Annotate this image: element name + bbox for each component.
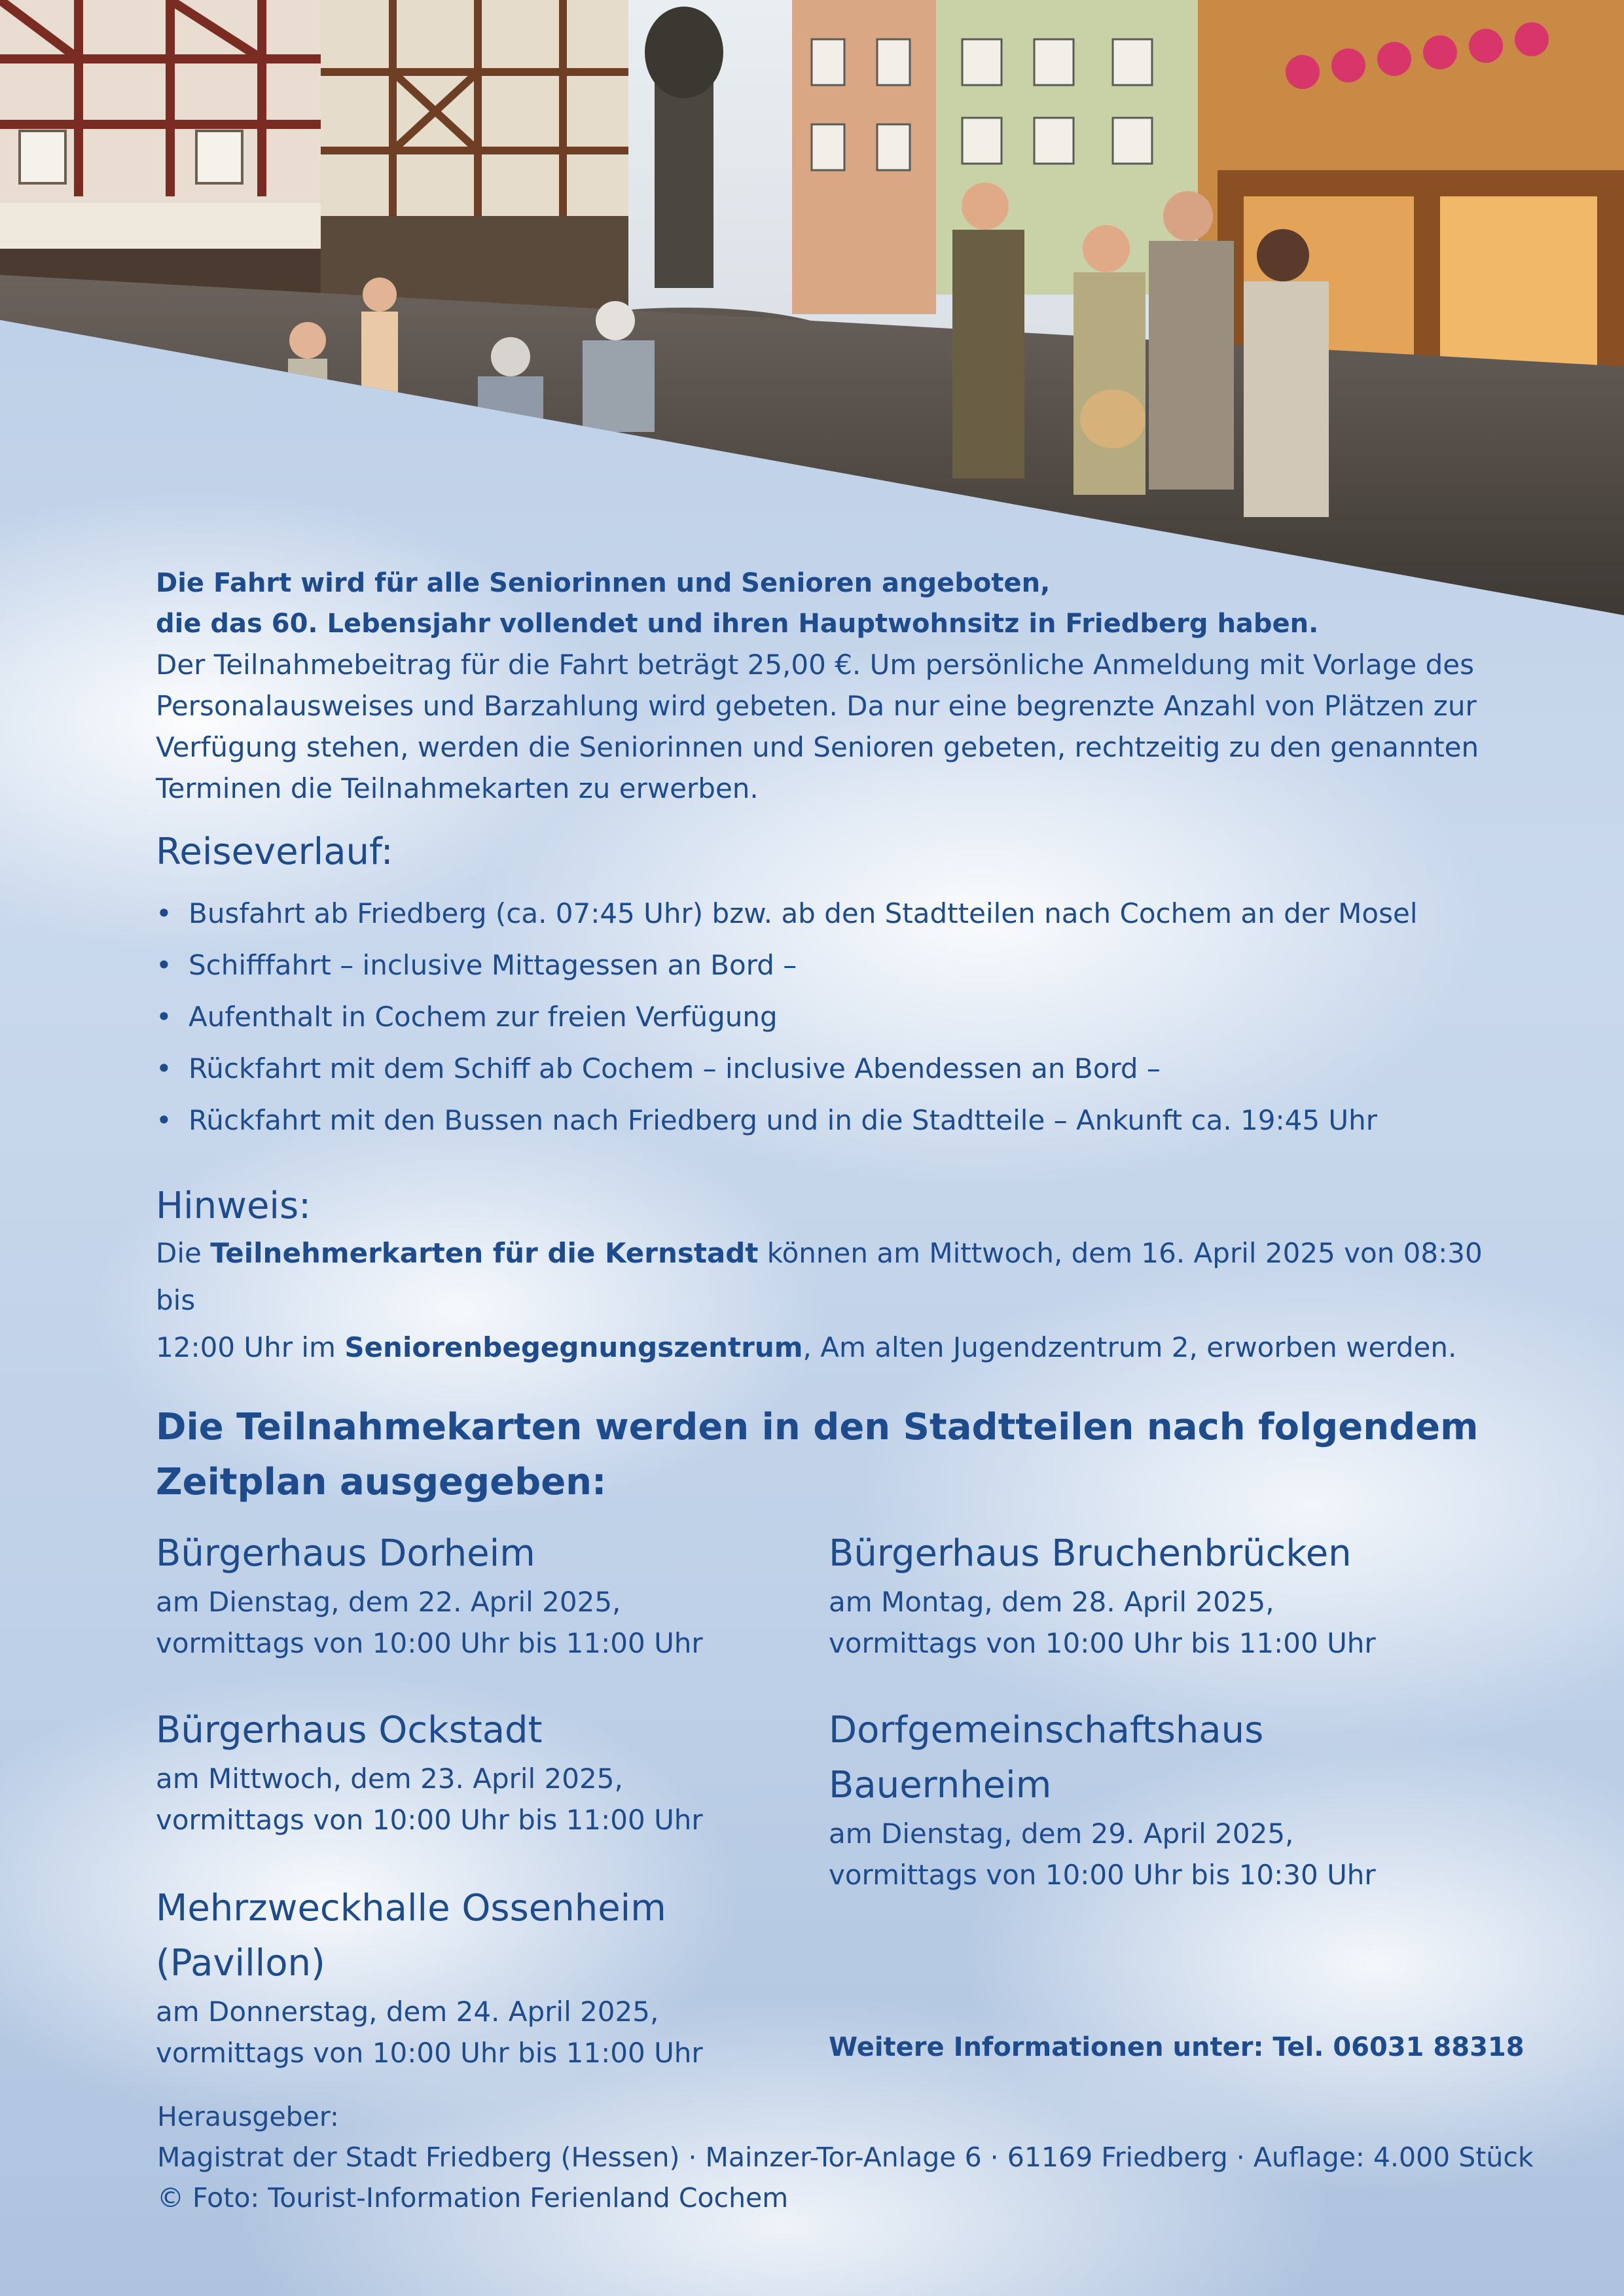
- venue-time: vormittags von 10:00 Uhr bis 11:00 Uhr: [829, 1627, 1376, 1659]
- note-bold-kernstadt: Teilnehmerkarten für die Kernstadt: [210, 1237, 759, 1269]
- venue-name: Bürgerhaus Ockstadt: [156, 1709, 543, 1751]
- intro-line-4: Terminen die Teilnahmekarten zu erwerben.: [156, 772, 759, 804]
- venue-ossenheim: [156, 1881, 797, 2073]
- list-item: [156, 939, 1504, 991]
- venue-name: Mehrzweckhalle Ossenheim: [156, 1887, 666, 1929]
- venue-name-line-2: Bauernheim: [829, 1764, 1052, 1806]
- venue-time: vormittags von 10:00 Uhr bis 11:00 Uhr: [156, 2037, 703, 2069]
- list-item: [156, 991, 1504, 1043]
- list-item: [156, 1043, 1504, 1094]
- venue-name: Bürgerhaus Dorheim: [156, 1532, 535, 1575]
- note-line-2: [156, 1324, 1504, 1371]
- footer: [157, 2096, 1534, 2218]
- note-text: können am Mittwoch, dem 16. April 2025 von 08:30 bis: [156, 1237, 1483, 1316]
- venue-name: Bürgerhaus Bruchenbrücken: [829, 1532, 1352, 1575]
- venue-dorheim: [156, 1526, 797, 1664]
- note-text: 12:00 Uhr im: [156, 1331, 345, 1363]
- footer-publisher-address: Magistrat der Stadt Friedberg (Hessen) · Mainzer-Tor-Anlage 6 · 61169 Friedberg · Auflage: 4.000 Stück: [157, 2142, 1534, 2173]
- route-item-text: Busfahrt ab Friedberg (ca. 07:45 Uhr) bzw. ab den Stadtteilen nach Cochem an der Mosel: [189, 897, 1418, 929]
- venue-date: am Montag, dem 28. April 2025,: [829, 1586, 1274, 1618]
- venue-date: am Mittwoch, dem 23. April 2025,: [156, 1763, 623, 1795]
- venue-time: vormittags von 10:00 Uhr bis 10:30 Uhr: [829, 1859, 1376, 1891]
- more-info-phone: Weitere Informationen unter: Tel. 06031 88318: [829, 2032, 1525, 2062]
- venue-date: am Dienstag, dem 22. April 2025,: [156, 1586, 621, 1618]
- venue-name-line-2: (Pavillon): [156, 1942, 325, 1984]
- intro-line-1: Der Teilnahmebeitrag für die Fahrt beträgt 25,00 €. Um persönliche Anmeldung mit Vorlage des: [156, 649, 1474, 681]
- town-square-illustration: [0, 0, 1624, 615]
- schedule-heading-line-2: Zeitplan ausgegeben:: [156, 1461, 607, 1503]
- route-list: [156, 888, 1504, 1146]
- eligibility-line-2: die das 60. Lebensjahr vollendet und ihren Hauptwohnsitz in Friedberg haben.: [156, 609, 1319, 639]
- route-item-text: Rückfahrt mit den Bussen nach Friedberg und in die Stadtteile – Ankunft ca. 19:45 Uhr: [189, 1104, 1378, 1136]
- venue-date: am Dienstag, dem 29. April 2025,: [829, 1818, 1294, 1850]
- main-content: [156, 563, 1504, 1510]
- route-item-text: Aufenthalt in Cochem zur freien Verfügung: [189, 1001, 778, 1033]
- venue-date: am Donnerstag, dem 24. April 2025,: [156, 1996, 659, 2028]
- note-bold-center: Seniorenbegegnungszentrum: [344, 1331, 803, 1363]
- venue-ockstadt: [156, 1703, 797, 1840]
- note-line-1: [156, 1230, 1504, 1324]
- venue-bauernheim: [829, 1703, 1470, 1895]
- bullet-icon: •: [156, 949, 172, 981]
- schedule-heading-line-1: Die Teilnahmekarten werden in den Stadtteilen nach folgendem: [156, 1406, 1479, 1448]
- bullet-icon: •: [156, 1052, 172, 1085]
- venue-time: vormittags von 10:00 Uhr bis 11:00 Uhr: [156, 1804, 703, 1836]
- schedule-heading: [156, 1400, 1504, 1510]
- venue-time: vormittags von 10:00 Uhr bis 11:00 Uhr: [156, 1627, 703, 1659]
- route-item-text: Schifffahrt – inclusive Mittagessen an Bord –: [189, 949, 797, 981]
- eligibility-line-1: Die Fahrt wird für alle Seniorinnen und Senioren angeboten,: [156, 568, 1051, 598]
- intro-line-3: Verfügung stehen, werden die Seniorinnen und Senioren gebeten, rechtzeitig zu den genannten: [156, 731, 1479, 763]
- note-text: Die: [156, 1237, 211, 1269]
- note-heading: Hinweis:: [156, 1185, 312, 1227]
- header-photo: [0, 0, 1624, 615]
- venue-bruchenbruecken: [829, 1526, 1470, 1664]
- route-item-text: Rückfahrt mit dem Schiff ab Cochem – inclusive Abendessen an Bord –: [189, 1052, 1161, 1085]
- venue-name: Dorfgemeinschaftshaus: [829, 1709, 1264, 1751]
- bullet-icon: •: [156, 1104, 172, 1136]
- list-item: [156, 1094, 1504, 1146]
- footer-publisher-label: Herausgeber:: [157, 2101, 339, 2132]
- route-heading: Reiseverlauf:: [156, 831, 393, 873]
- note-text: , Am alten Jugendzentrum 2, erworben werden.: [803, 1331, 1457, 1363]
- footer-photo-credit: © Foto: Tourist-Information Ferienland Cochem: [157, 2182, 789, 2214]
- bullet-icon: •: [156, 897, 172, 929]
- intro-line-2: Personalausweises und Barzahlung wird gebeten. Da nur eine begrenzte Anzahl von Plätzen zur: [156, 690, 1477, 722]
- bullet-icon: •: [156, 1001, 172, 1033]
- list-item: [156, 888, 1504, 939]
